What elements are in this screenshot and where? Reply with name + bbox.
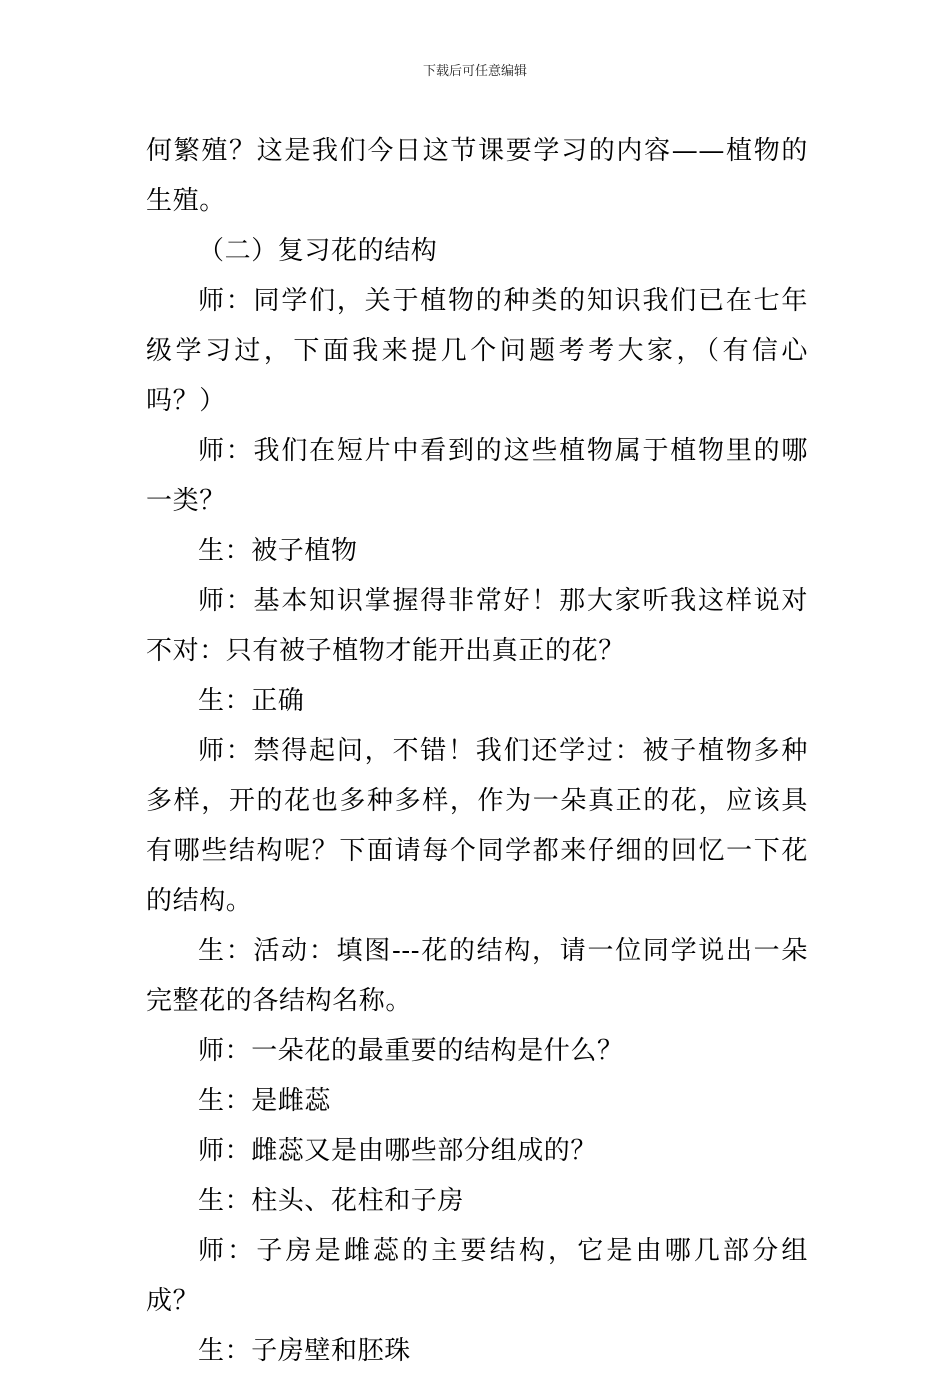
dialogue-line: 生：被子植物 [198,536,358,566]
dialogue-line: 生：正确 [198,686,305,716]
dialogue-line: 生：是雌蕊 [198,1086,332,1116]
dialogue-line: 生：子房壁和胚珠 [198,1336,411,1366]
dialogue-line: 师：同学们，关于植物的种类的知识我们已在七年级学习过，下面我来提几个问题考考大家，（有信心吗？） [146,286,808,416]
paragraph-intro-continuation: 何繁殖？这是我们今日这节课要学习的内容——植物的生殖。 [146,136,808,216]
dialogue-line: 师：子房是雌蕊的主要结构，它是由哪几部分组成？ [146,1236,808,1316]
dialogue-line: 师：雌蕊又是由哪些部分组成的？ [198,1136,598,1166]
document-body [146,126,808,1376]
section-heading: （二）复习花的结构 [198,236,438,266]
dialogue-line: 生：活动：填图---花的结构，请一位同学说出一朵完整花的各结构名称。 [146,936,808,1016]
page-header: 下载后可任意编辑 [422,64,527,79]
dialogue-line: 师：禁得起问，不错！我们还学过：被子植物多种多样，开的花也多种多样，作为一朵真正的花，应该具有哪些结构呢？下面请每个同学都来仔细的回忆一下花的结构。 [146,736,808,916]
dialogue-line: 师：基本知识掌握得非常好！那大家听我这样说对不对：只有被子植物才能开出真正的花？ [146,586,808,666]
dialogue-line: 师：一朵花的最重要的结构是什么？ [198,1036,624,1066]
dialogue-line: 师：我们在短片中看到的这些植物属于植物里的哪一类？ [146,436,808,516]
dialogue-line: 生：柱头、花柱和子房 [198,1186,465,1216]
